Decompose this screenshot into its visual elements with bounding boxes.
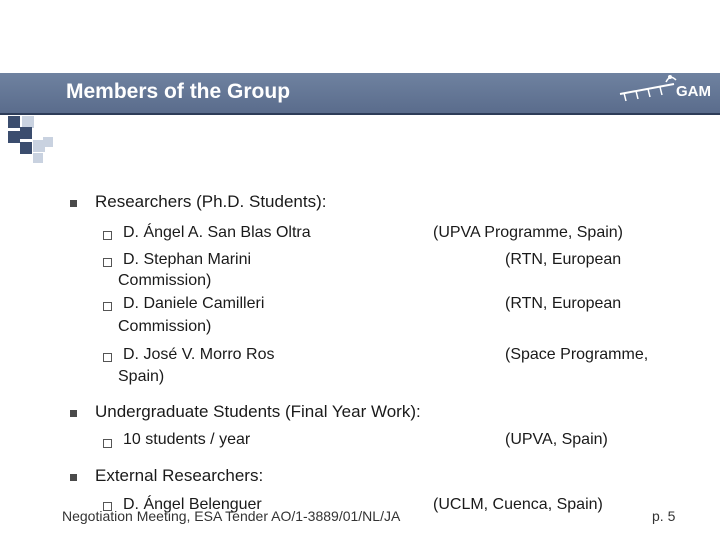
- member-affiliation: (RTN, European: [505, 251, 622, 268]
- title-underline: [0, 113, 720, 115]
- member-name: D. Daniele Camilleri: [123, 295, 265, 312]
- item-bullet: [103, 231, 112, 240]
- section-label-researchers: Researchers (Ph.D. Students):: [95, 192, 327, 211]
- page-number: p. 5: [652, 508, 676, 524]
- section-label-external: External Researchers:: [95, 466, 264, 485]
- member-affiliation-continued: Commission): [118, 318, 212, 335]
- logo-text: GAM: [676, 83, 711, 100]
- decor-square: [8, 116, 20, 128]
- page-title: Members of the Group: [66, 80, 291, 103]
- section-bullet: [70, 474, 77, 481]
- member-affiliation: (UPVA, Spain): [505, 431, 608, 448]
- item-bullet: [103, 353, 112, 362]
- section-bullet: [70, 410, 77, 417]
- decor-square: [20, 142, 32, 154]
- section-label-undergraduates: Undergraduate Students (Final Year Work):: [95, 402, 421, 421]
- member-affiliation: (Space Programme,: [505, 346, 649, 363]
- member-affiliation: (UPVA Programme, Spain): [433, 224, 623, 241]
- item-bullet: [103, 439, 112, 448]
- member-affiliation-continued: Spain): [118, 368, 165, 385]
- member-affiliation: (UCLM, Cuenca, Spain): [433, 496, 603, 513]
- decor-square: [20, 127, 32, 139]
- member-name: D. Ángel Belenguer: [123, 496, 262, 513]
- section-bullet: [70, 200, 77, 207]
- decor-square: [33, 153, 43, 163]
- footer-meeting: Negotiation Meeting, ESA Tender AO/1-3889/01/NL/JA: [62, 508, 401, 524]
- member-affiliation: (RTN, European: [505, 295, 622, 312]
- item-bullet: [103, 258, 112, 267]
- decor-square: [43, 137, 53, 147]
- decor-square: [8, 131, 20, 143]
- member-name: D. Stephan Marini: [123, 251, 252, 268]
- member-name: 10 students / year: [123, 431, 251, 448]
- member-affiliation-continued: Commission): [118, 272, 212, 289]
- member-name: D. José V. Morro Ros: [123, 346, 275, 363]
- item-bullet: [103, 302, 112, 311]
- member-name: D. Ángel A. San Blas Oltra: [123, 224, 311, 241]
